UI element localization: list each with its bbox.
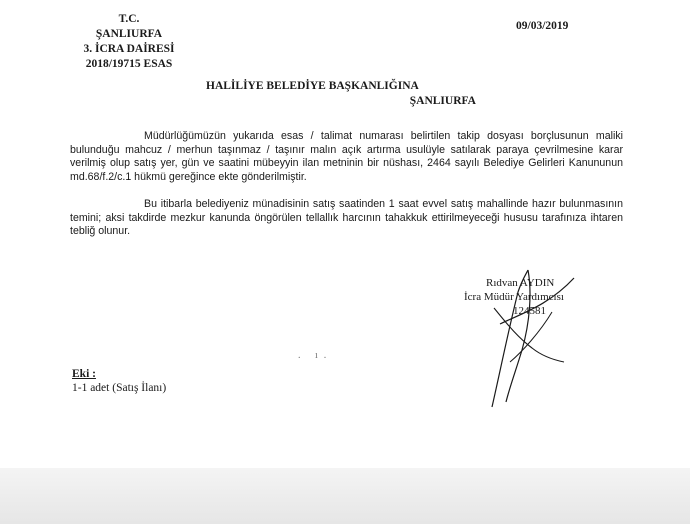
header-line-city: ŞANLIURFA [95, 28, 163, 40]
recipient-block [206, 79, 476, 109]
header-line-tc: T.C. [118, 13, 140, 25]
scan-marks: . ı. [298, 350, 333, 361]
recipient-city: ŞANLIURFA [409, 95, 476, 107]
handwritten-signature [470, 262, 590, 412]
body-paragraph-1: Müdürlüğümüzün yukarıda esas / talimat numarası belirtilen takip dosyası borçlusunun maliki bulunduğu mahcuz / merhun taşınmaz / taşınır malın açık artırma usulüyle satılarak paraya çevrilmesine karar verilmiş olup satış yer, gün ve saatini mübeyyin ilan metninin bir nüshası, 2464 sayılı Belediye Gelirleri Kanununun md.68/f.2/c.1 hükmü gereğince ekte gönderilmiştir. [70, 130, 623, 183]
header-line-file-number: 2018/19715 ESAS [85, 58, 173, 70]
header-line-office: 3. İCRA DAİRESİ [83, 43, 175, 55]
attachments-label: Eki : [72, 368, 96, 380]
court-header [62, 12, 196, 72]
attachment-item: 1-1 adet (Satış İlanı) [72, 382, 167, 394]
document-date: 09/03/2019 [516, 20, 569, 32]
recipient-name: HALİLİYE BELEDİYE BAŞKANLIĞINA [206, 80, 419, 92]
signer-title: İcra Müdür Yardımcısı [464, 291, 564, 303]
signer-name: Rıdvan AYDIN [486, 277, 555, 289]
signer-code: 124581 [513, 305, 546, 317]
body-paragraph-2: Bu itibarla belediyeniz münadisinin satış saatinden 1 saat evvel satış mahallinde hazır bulunmasının temini; aksi takdirde mezkur kanunda öngörülen tellallık harcının tahakkuk ettirilmeyeceği hususu tarafınıza ihtaren tebliğ olunur. [70, 198, 623, 238]
attachments-block [72, 367, 166, 395]
scan-bottom-edge [0, 468, 690, 524]
